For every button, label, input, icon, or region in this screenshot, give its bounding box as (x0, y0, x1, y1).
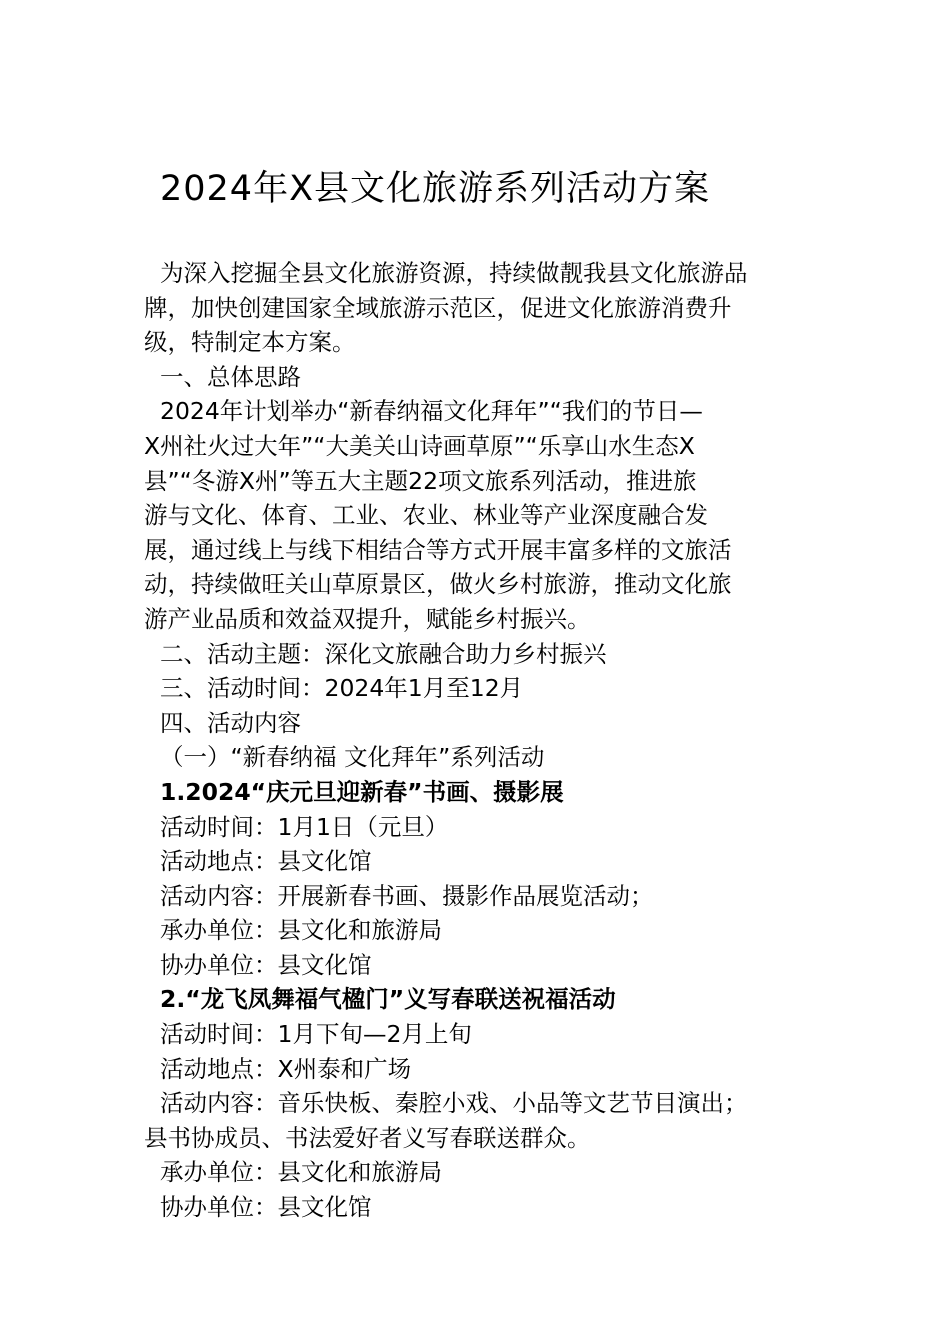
activity-organizer: 承办单位：县文化和旅游局 (160, 916, 442, 945)
intro-line: 级，特制定本方案。 (144, 328, 356, 357)
activity-place: 活动地点：县文化馆 (160, 847, 372, 876)
intro-line: 为深入挖掘全县文化旅游资源，持续做靓我县文化旅游品 (160, 259, 748, 287)
activity-time: 活动时间：1月1日（元旦） (160, 812, 449, 841)
paragraph-line: 县”“冬游X州”等五大主题22项文旅系列活动，推进旅 (144, 466, 697, 495)
activity-content: 活动内容：开展新春书画、摄影作品展览活动； (160, 881, 654, 910)
document-title: 2024年X县文化旅游系列活动方案 (160, 169, 711, 209)
section-heading: 四、活动内容 (160, 708, 301, 737)
paragraph-line: 游与文化、体育、工业、农业、林业等产业深度融合发 (144, 501, 708, 530)
document-body (144, 256, 814, 1225)
subsection-heading: （一）“新春纳福 文化拜年”系列活动 (160, 743, 545, 772)
activity-title: 1.2024“庆元旦迎新春”书画、摄影展 (160, 777, 564, 806)
section-heading: 二、活动主题：深化文旅融合助力乡村振兴 (160, 639, 607, 668)
activity-co-organizer: 协办单位：县文化馆 (160, 950, 372, 979)
section-heading: 一、总体思路 (160, 362, 301, 391)
activity-organizer: 承办单位：县文化和旅游局 (160, 1158, 442, 1187)
activity-content: 县书协成员、书法爱好者义写春联送群众。 (144, 1123, 591, 1152)
activity-place: 活动地点：X州泰和广场 (160, 1054, 412, 1083)
section-heading: 三、活动时间：2024年1月至12月 (160, 674, 524, 703)
paragraph-line: 游产业品质和效益双提升，赋能乡村振兴。 (144, 604, 591, 633)
intro-line: 牌，加快创建国家全域旅游示范区，促进文化旅游消费升 (144, 293, 732, 322)
activity-time: 活动时间：1月下旬—2月上旬 (160, 1020, 472, 1049)
paragraph-line: X州社火过大年”“大美关山诗画草原”“乐享山水生态X (144, 431, 695, 460)
paragraph-line: 2024年计划举办“新春纳福文化拜年”“我们的节日— (160, 397, 703, 426)
paragraph-line: 展，通过线上与线下相结合等方式开展丰富多样的文旅活 (144, 535, 732, 564)
activity-title: 2.“龙飞凤舞福气楹门”义写春联送祝福活动 (160, 985, 616, 1014)
activity-content: 活动内容：音乐快板、秦腔小戏、小品等文艺节目演出； (160, 1089, 748, 1118)
activity-co-organizer: 协办单位：县文化馆 (160, 1193, 372, 1222)
paragraph-line: 动，持续做旺关山草原景区，做火乡村旅游，推动文化旅 (144, 570, 732, 599)
